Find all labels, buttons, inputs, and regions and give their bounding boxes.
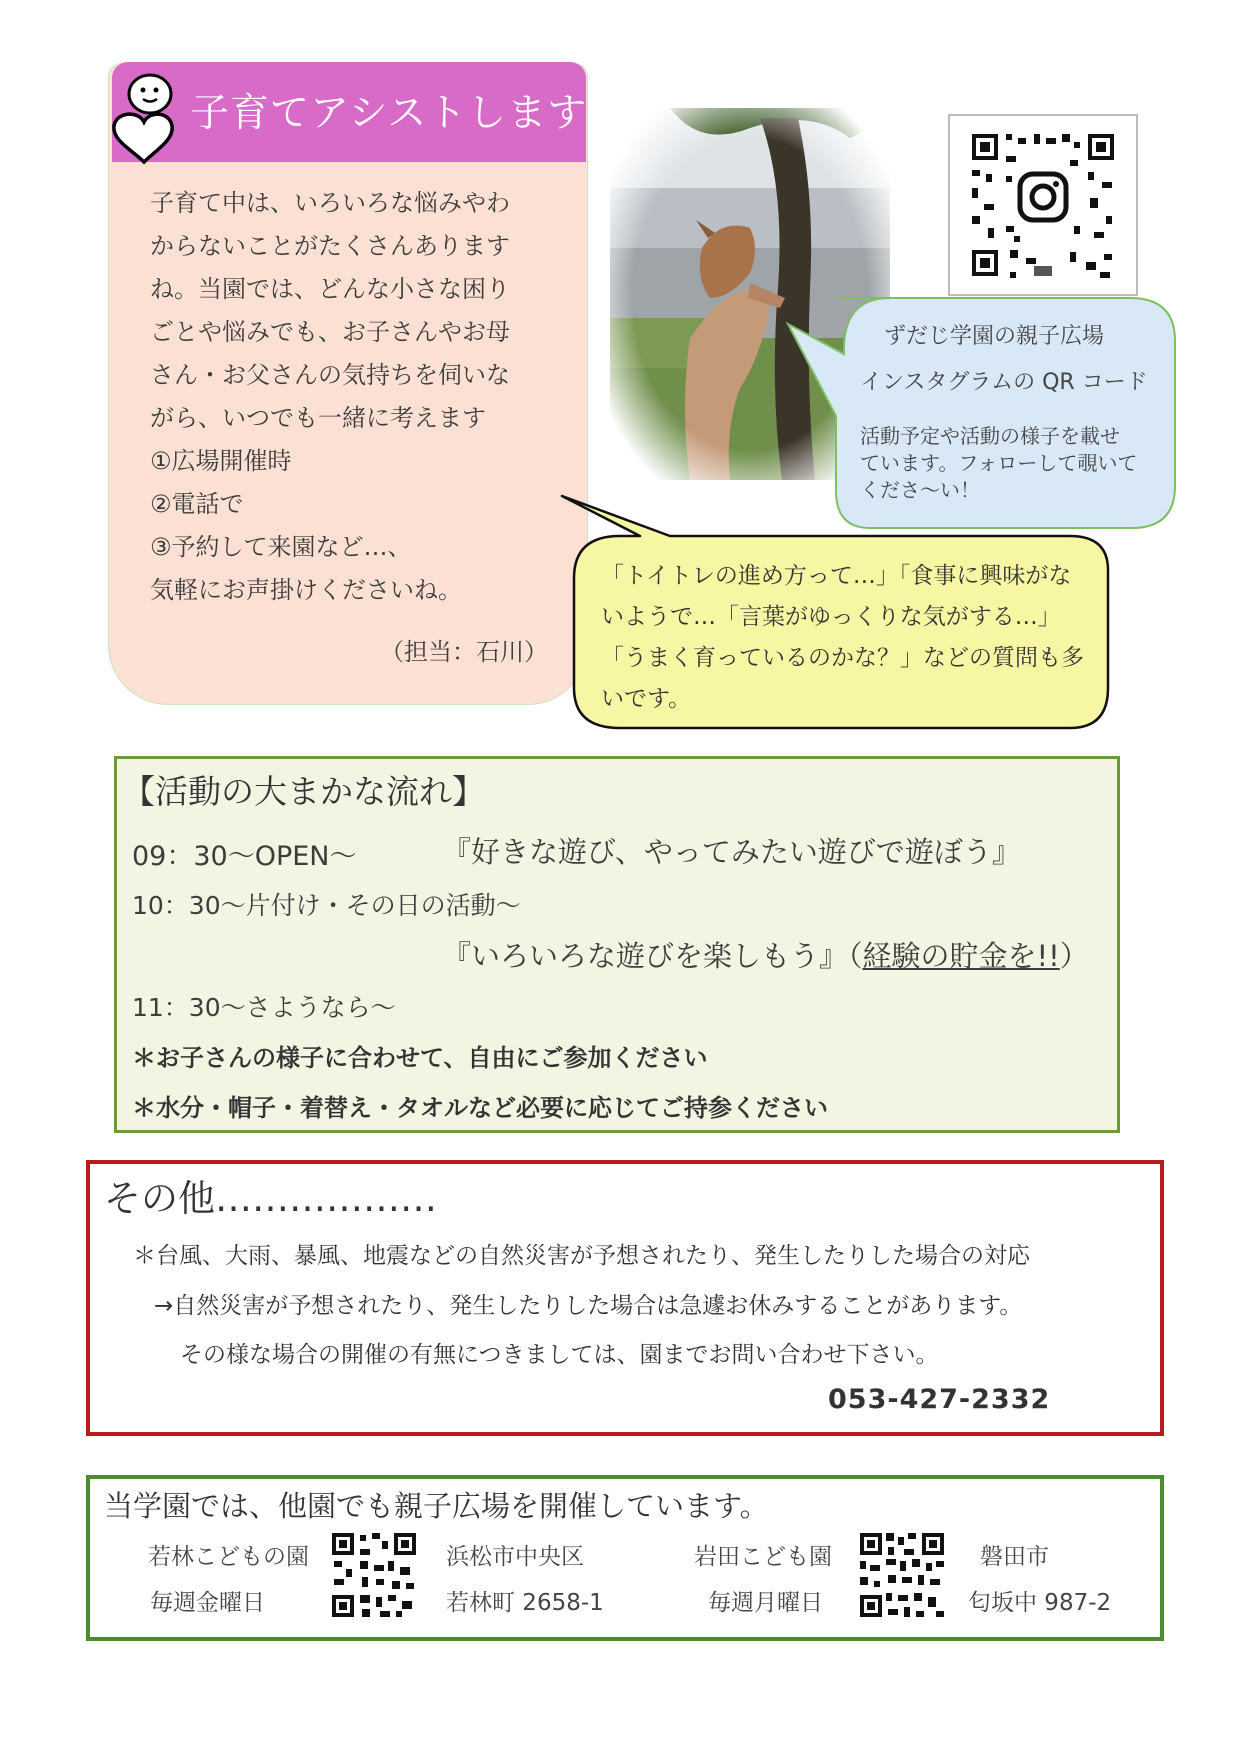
flow-time-cleanup: 10：30～片付け・その日の活動～ <box>132 891 521 920</box>
garden-address-street: 若林町 2658-1 <box>446 1590 604 1616</box>
assist-title: 子育てアシストします <box>190 91 588 136</box>
assist-signature: （担当：石川） <box>380 638 548 666</box>
flow-activity-daily-main: 『いろいろな遊びを楽しもう』（ <box>442 939 863 973</box>
assist-line: 気軽にお声掛けくださいね。 <box>150 576 462 604</box>
qr-code-icon <box>950 116 1136 294</box>
activity-flow-heading: 【活動の大まかな流れ】 <box>122 772 485 811</box>
flow-activity-free-play: 『好きな遊び、やってみたい遊びで遊ぼう』 <box>442 835 1021 869</box>
assist-line: ②電話で <box>150 490 244 518</box>
contact-phone-number[interactable]: 053-427-2332 <box>828 1384 1051 1415</box>
other-info-line: その様な場合の開催の有無につきましては、園までお問い合わせ下さい。 <box>180 1342 939 1368</box>
assist-line: ③予約して来園など…、 <box>150 533 412 561</box>
other-gardens-heading: 当学園では、他園でも親子広場を開催しています。 <box>104 1489 769 1523</box>
garden-address-street: 匂坂中 987-2 <box>968 1590 1112 1616</box>
qr-code-icon[interactable] <box>858 1531 946 1619</box>
instagram-caption-title: ずだじ学園の親子広場 <box>884 324 1105 349</box>
flow-activity-daily-underlined: 経験の貯金を!! <box>862 939 1060 973</box>
instagram-qr-code[interactable] <box>948 114 1138 296</box>
other-info-line: →自然災害が予想されたり、発生したりした場合は急遽お休みすることがあります。 <box>154 1293 1023 1319</box>
questions-line: いようで…「言葉がゆっくりな気がする…」 <box>601 604 1061 630</box>
instagram-desc-line: くださ～い！ <box>860 478 980 502</box>
other-info-heading: その他……………… <box>104 1177 437 1220</box>
assist-line: ①広場開催時 <box>150 447 292 475</box>
questions-line: 「トイトレの進め方って…」「食事に興味がな <box>601 563 1072 589</box>
heart-mascot-icon <box>104 70 184 170</box>
garden-day: 毎週金曜日 <box>150 1590 265 1616</box>
garden-address-city: 磐田市 <box>980 1544 1049 1570</box>
assist-line: 子育て中は、いろいろな悩みやわ <box>150 189 510 217</box>
other-info-line: ＊台風、大雨、暴風、地震などの自然災害が予想されたり、発生したりした場合の対応 <box>133 1243 1030 1269</box>
questions-line: 「うまく育っているのかな？」などの質問も多 <box>601 645 1084 671</box>
flow-time-open: 09：30～OPEN～ <box>132 841 357 872</box>
assist-line: がら、いつでも一緒に考えます <box>150 404 486 432</box>
instagram-caption-subtitle: インスタグラムの QR コード <box>860 370 1148 395</box>
assist-line: ね。当園では、どんな小さな困り <box>150 275 510 303</box>
garden-name: 若林こどもの園 <box>148 1544 309 1570</box>
assist-line: ごとや悩みでも、お子さんやお母 <box>150 318 510 346</box>
flow-activity-daily-close: ） <box>1059 939 1089 973</box>
flow-note-belongings: ＊水分・帽子・着替え・タオルなど必要に応じてご持参ください <box>132 1094 828 1122</box>
garden-address-city: 浜松市中央区 <box>446 1544 584 1570</box>
instagram-desc-line: 活動予定や活動の様子を載せ <box>860 424 1120 448</box>
questions-text <box>601 556 1091 720</box>
garden-day: 毎週月曜日 <box>708 1590 823 1616</box>
flow-note-participation: ＊お子さんの様子に合わせて、自由にご参加ください <box>132 1044 708 1072</box>
questions-line: いです。 <box>601 686 692 712</box>
assist-line: からないことがたくさんあります <box>150 232 510 260</box>
flow-time-goodbye: 11：30～さようなら～ <box>132 993 396 1022</box>
garden-name: 岩田こども園 <box>694 1544 832 1570</box>
qr-code-icon[interactable] <box>330 1531 418 1619</box>
instagram-desc-line: ています。フォローして覗いて <box>860 451 1138 475</box>
assist-body <box>150 182 550 612</box>
flow-activity-daily <box>442 934 1089 975</box>
assist-line: さん・お父さんの気持ちを伺いな <box>150 361 510 389</box>
